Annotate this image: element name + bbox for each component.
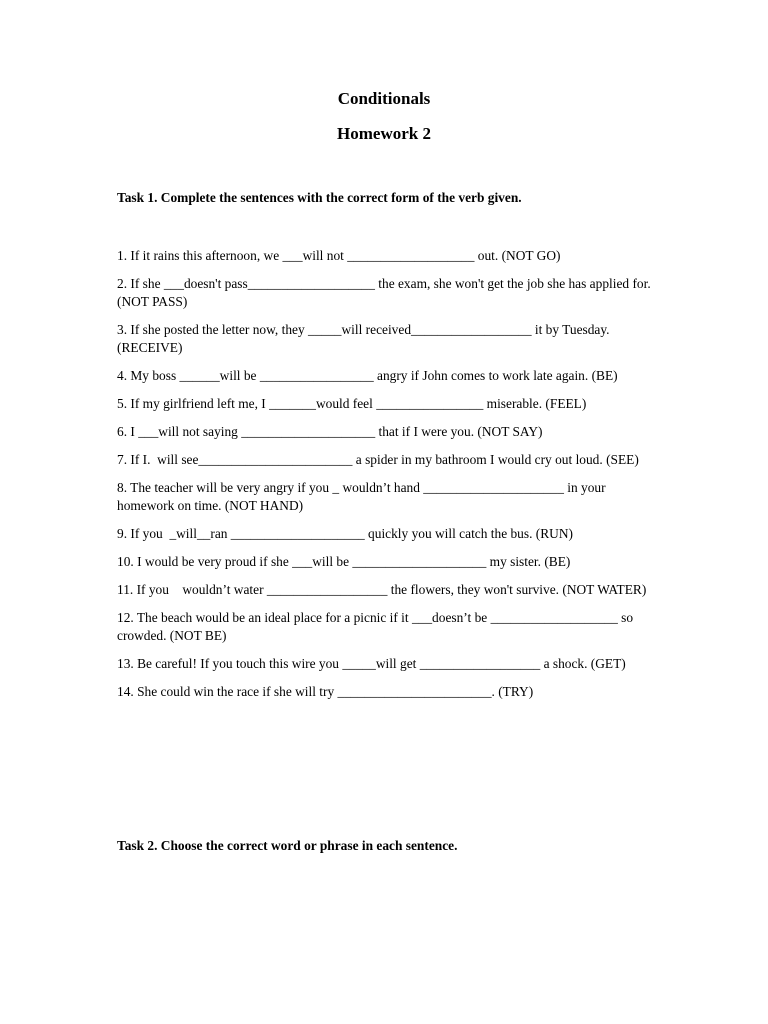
exercise-item: 1. If it rains this afternoon, we ___will not ___________________ out. (NOT GO) (117, 248, 561, 263)
exercise-item: 11. If you wouldn’t water __________________ the flowers, they won't survive. (NOT WATER) (117, 582, 647, 597)
exercise-item: 3. If she posted the letter now, they _____will received__________________ it by Tuesday. (RECEIVE) (117, 322, 613, 355)
exercise-item: 10. I would be very proud if she ___will be ____________________ my sister. (BE) (117, 554, 571, 569)
exercise-item: 5. If my girlfriend left me, I _______would feel ________________ miserable. (FEEL) (117, 396, 587, 411)
page-subtitle: Homework 2 (337, 124, 431, 143)
exercise-item: 4. My boss ______will be _________________ angry if John comes to work late again. (BE) (117, 368, 618, 383)
task2-heading: Task 2. Choose the correct word or phrase in each sentence. (117, 838, 458, 853)
exercise-item: 13. Be careful! If you touch this wire you _____will get __________________ a shock. (GET) (117, 656, 626, 671)
page-title: Conditionals (337, 89, 431, 108)
exercise-item: 12. The beach would be an ideal place for a picnic if it ___doesn’t be ___________________ so crowded. (NOT BE) (117, 610, 637, 643)
exercise-item: 6. I ___will not saying ____________________ that if I were you. (NOT SAY) (117, 424, 543, 439)
exercise-item: 9. If you _will__ran ____________________ quickly you will catch the bus. (RUN) (117, 526, 573, 541)
exercise-item: 7. If I. will see_______________________ a spider in my bathroom I would cry out loud. (SEE) (117, 452, 639, 467)
task1-exercise-list (117, 247, 665, 711)
exercise-item: 2. If she ___doesn't pass___________________ the exam, she won't get the job she has applied for. (NOT PASS) (117, 276, 655, 309)
exercise-item: 14. She could win the race if she will try _______________________. (TRY) (117, 684, 534, 699)
exercise-item: 8. The teacher will be very angry if you _ wouldn’t hand _____________________ in your homework on time. (NOT HAND) (117, 480, 609, 513)
task1-heading: Task 1. Complete the sentences with the correct form of the verb given. (117, 190, 522, 205)
